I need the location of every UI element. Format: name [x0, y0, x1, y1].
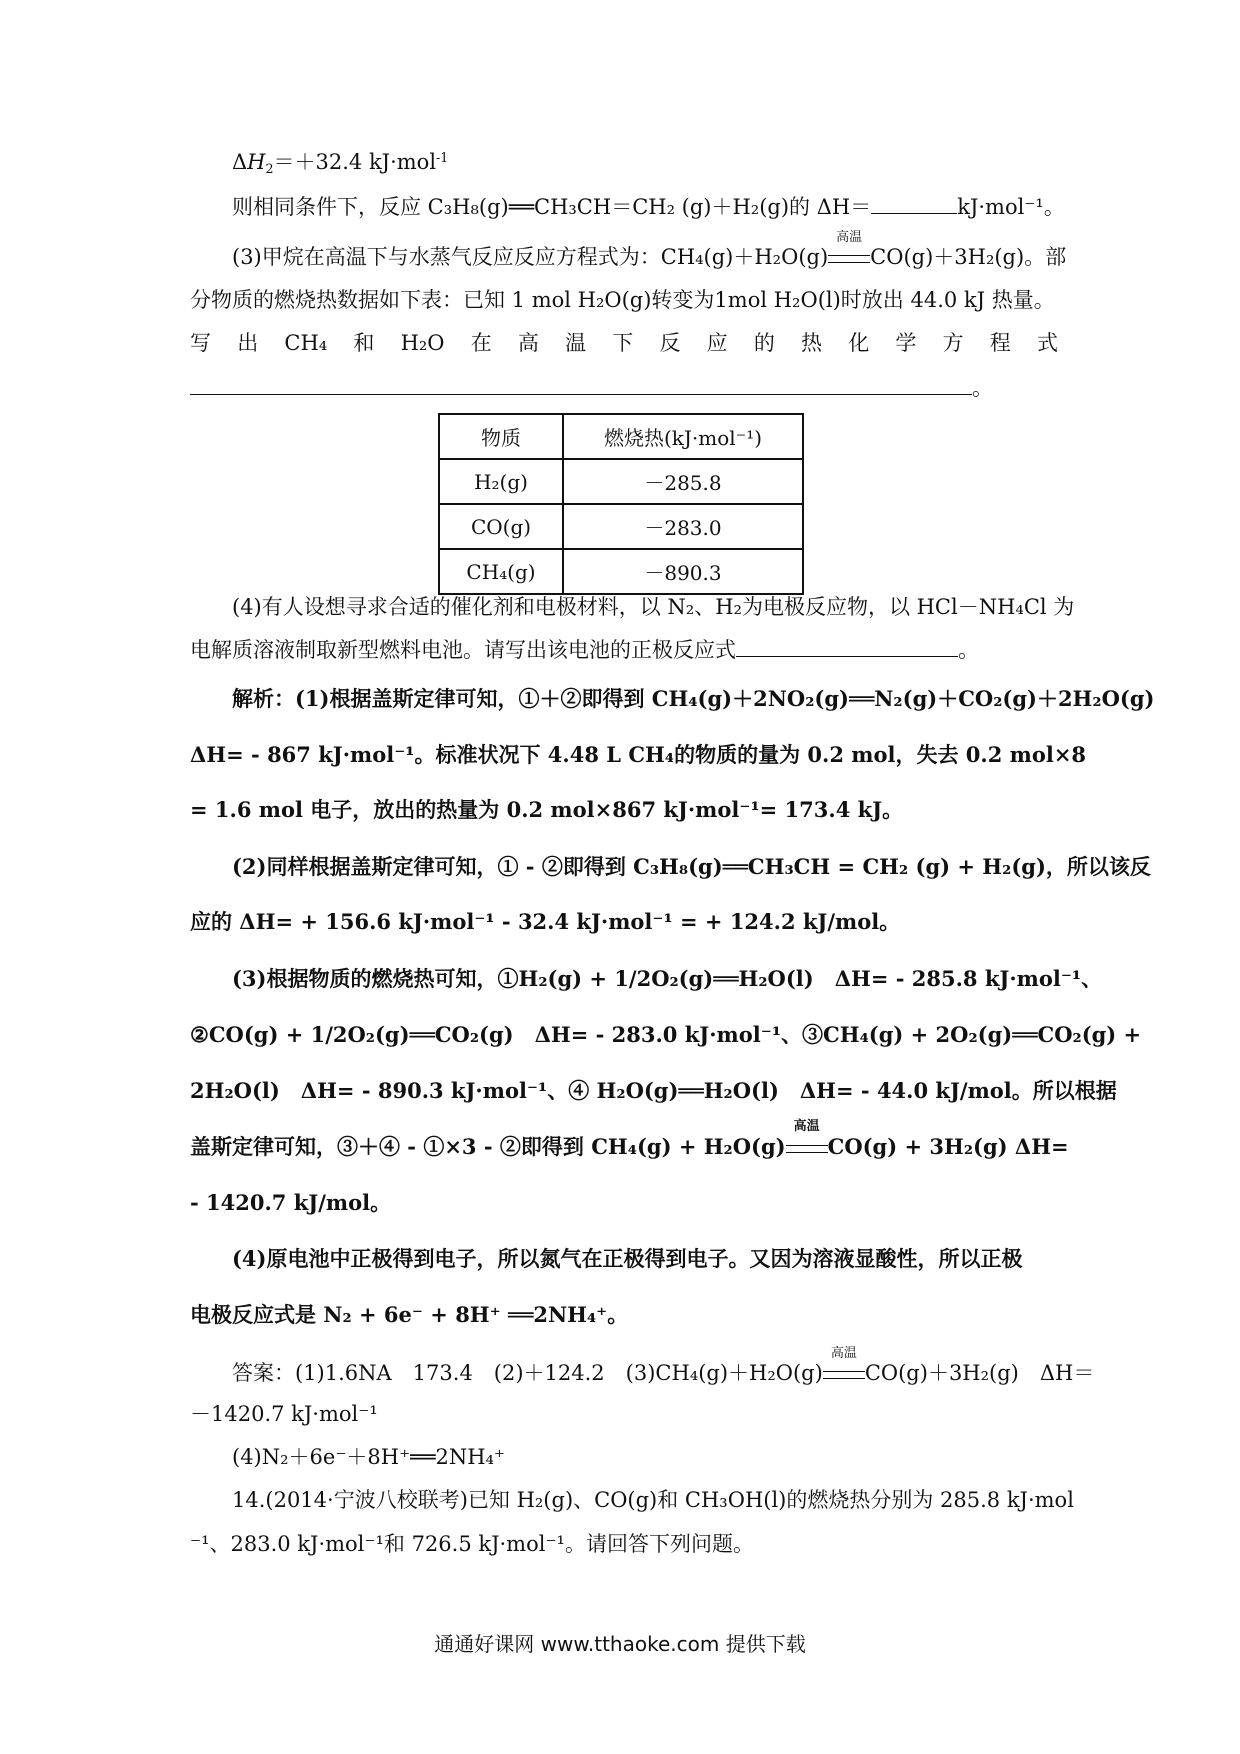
- justified-word: 程: [989, 331, 1011, 355]
- analysis-9-text-a: 盖斯定律可知，③＋④ - ①×3 - ②即得到 CH₄(g) + H₂O(g): [190, 1134, 786, 1159]
- justified-word: 式: [1036, 331, 1058, 355]
- q14-line-1: 14.(2014·宁波八校联考)已知 H₂(g)、CO(g)和 CH₃OH(l)的燃烧热分别为 285.8 kJ·mol: [232, 1488, 1074, 1512]
- justified-word: 温: [565, 331, 587, 355]
- q3-text-b: CO(g)＋3H₂(g)。部: [870, 245, 1067, 269]
- justified-word: 下: [612, 331, 634, 355]
- substance-cell: CO(g): [439, 504, 563, 549]
- unit-exponent: -1: [436, 150, 449, 166]
- table-row: [439, 549, 803, 594]
- analysis-line-5: 应的 ΔH= + 156.6 kJ·mol⁻¹ - 32.4 kJ·mol⁻¹ = + 124.2 kJ/mol。: [190, 909, 901, 934]
- analysis-line-3: = 1.6 mol 电子，放出的热量为 0.2 mol×867 kJ·mol⁻¹= 173.4 kJ。: [190, 797, 904, 822]
- answer-line-2: －1420.7 kJ·mol⁻¹: [190, 1402, 378, 1426]
- justified-word: 学: [895, 331, 917, 355]
- combustion-heat-table: [438, 413, 804, 595]
- q3-line-3: [190, 333, 1058, 354]
- q3-end-mark: 。: [972, 376, 993, 400]
- q4-text: 电解质溶液制取新型燃料电池。请写出该电池的正极反应式: [190, 638, 736, 662]
- arrow-condition: 高温: [830, 1346, 857, 1361]
- substance-cell: CH₄(g): [439, 549, 563, 594]
- reaction-question-unit: kJ·mol⁻¹。: [957, 195, 1065, 219]
- heat-cell: －285.8: [563, 459, 803, 504]
- justified-word: 化: [848, 331, 870, 355]
- answer-line-1: [232, 1346, 1095, 1385]
- justified-word: 的: [753, 331, 775, 355]
- h-subscript: 2: [265, 160, 274, 176]
- heat-cell: －890.3: [563, 549, 803, 594]
- answer-line-3: (4)N₂＋6e⁻＋8H⁺══2NH₄⁺: [232, 1445, 506, 1469]
- heat-cell: －283.0: [563, 504, 803, 549]
- reaction-question-text: 则相同条件下，反应 C₃H₈(g)══CH₃CH＝CH₂ (g)＋H₂(g)的 ΔH＝: [232, 195, 872, 219]
- header-heat: 燃烧热(kJ·mol⁻¹): [563, 414, 803, 459]
- analysis-line-10: - 1420.7 kJ/mol。: [190, 1190, 392, 1215]
- analysis-line-2: ΔH= - 867 kJ·mol⁻¹。标准状况下 4.48 L CH₄的物质的量为 0.2 mol，失去 0.2 mol×8: [190, 742, 1087, 767]
- delta-h2-value: ＝＋32.4 kJ·mol: [273, 150, 437, 174]
- q4-line-1: (4)有人设想寻求合适的催化剂和电极材料，以 N₂、H₂为电极反应物，以 HCl－NH₄Cl 为: [232, 595, 1075, 619]
- justified-word: 反: [659, 331, 681, 355]
- q3-answer-line: [190, 378, 993, 399]
- header-substance: 物质: [439, 414, 563, 459]
- q4-end-mark: 。: [958, 638, 979, 662]
- analysis-line-6: (3)根据物质的燃烧热可知，①H₂(g) + 1/2O₂(g)══H₂O(l) ΔH= - 285.8 kJ·mol⁻¹、: [232, 966, 1103, 991]
- electrode-answer-blank[interactable]: [736, 656, 958, 657]
- q4-line-2: [190, 640, 979, 661]
- justified-word: 出: [237, 331, 259, 355]
- q14-line-2: ⁻¹、283.0 kJ·mol⁻¹和 726.5 kJ·mol⁻¹。请回答下列问题。: [190, 1532, 754, 1556]
- answer-text-a: 答案：(1)1.6NA 173.4 (2)＋124.2 (3)CH₄(g)＋H₂O(g): [232, 1361, 823, 1385]
- table-row: [439, 504, 803, 549]
- h-variable: H: [247, 150, 266, 174]
- justified-word: 方: [942, 331, 964, 355]
- analysis-line-8: 2H₂O(l) ΔH= - 890.3 kJ·mol⁻¹、④ H₂O(g)══H₂O(l) ΔH= - 44.0 kJ/mol。所以根据: [190, 1078, 1117, 1103]
- justified-word: 应: [706, 331, 728, 355]
- table-header-row: [439, 414, 803, 459]
- equation-answer-blank[interactable]: [190, 394, 972, 395]
- justified-word: 热: [801, 331, 823, 355]
- answer-blank[interactable]: [871, 213, 957, 214]
- q3-line-1: [232, 230, 1067, 269]
- high-temp-arrow: [786, 1119, 828, 1157]
- delta-h2-line: [232, 150, 449, 176]
- analysis-line-11: (4)原电池中正极得到电子，所以氮气在正极得到电子。又因为溶液显酸性，所以正极: [232, 1246, 1023, 1271]
- justified-word: 在: [470, 331, 492, 355]
- delta-symbol: Δ: [232, 150, 248, 174]
- table-row: [439, 459, 803, 504]
- analysis-line-7: ②CO(g) + 1/2O₂(g)══CO₂(g) ΔH= - 283.0 kJ·mol⁻¹、③CH₄(g) + 2O₂(g)══CO₂(g) +: [190, 1022, 1142, 1047]
- justified-word: CH₄: [284, 331, 328, 355]
- q3-text-a: (3)甲烷在高温下与水蒸气反应反应方程式为：CH₄(g)＋H₂O(g): [232, 245, 829, 269]
- q3-line-2: 分物质的燃烧热数据如下表：已知 1 mol H₂O(g)转变为1mol H₂O(l)时放出 44.0 kJ 热量。: [190, 288, 1055, 312]
- arrow-condition: 高温: [836, 230, 863, 245]
- analysis-9-text-b: CO(g) + 3H₂(g) ΔH=: [827, 1134, 1069, 1159]
- justified-word: 高: [517, 331, 539, 355]
- analysis-line-4: (2)同样根据盖斯定律可知，① - ②即得到 C₃H₈(g)══CH₃CH = CH₂ (g) + H₂(g)，所以该反: [232, 854, 1151, 879]
- justified-word: 和: [353, 331, 375, 355]
- analysis-line-9: [190, 1119, 1069, 1159]
- analysis-line-1: 解析：(1)根据盖斯定律可知，①＋②即得到 CH₄(g)＋2NO₂(g)══N₂(g)＋CO₂(g)＋2H₂O(g): [232, 686, 1155, 711]
- reaction-question-line: [232, 197, 1065, 218]
- justified-word: 写: [190, 331, 211, 355]
- arrow-condition: 高温: [793, 1119, 820, 1134]
- page-footer: 通通好课网 www.tthaoke.com 提供下载: [434, 1632, 806, 1656]
- analysis-line-12: 电极反应式是 N₂ + 6e⁻ + 8H⁺ ══2NH₄⁺。: [190, 1302, 629, 1327]
- answer-text-b: CO(g)＋3H₂(g) ΔH＝: [864, 1361, 1095, 1385]
- substance-cell: H₂(g): [439, 459, 563, 504]
- justified-word: H₂O: [400, 331, 445, 355]
- high-temp-arrow: [828, 230, 870, 268]
- high-temp-arrow: [823, 1346, 865, 1384]
- q3-justified-words: [190, 333, 1058, 354]
